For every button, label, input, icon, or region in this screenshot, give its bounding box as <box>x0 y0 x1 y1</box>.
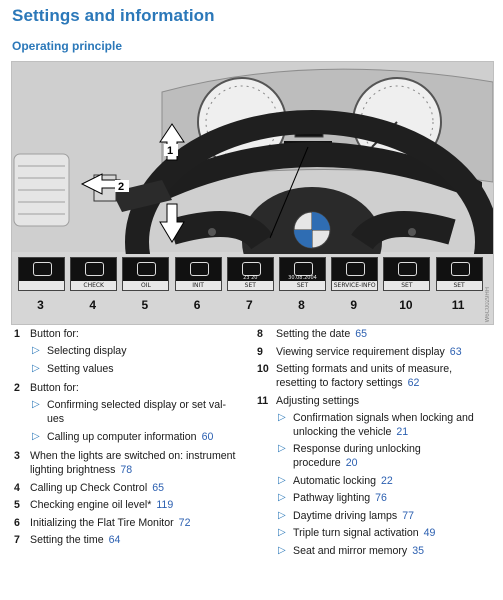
display-icon <box>137 262 156 276</box>
page-reference-link[interactable]: 62 <box>407 377 420 389</box>
display-value: 23 20 <box>243 275 258 281</box>
sub-item-text: Pathway lighting 76 <box>293 492 387 504</box>
sub-item-text: Seat and mirror memory 35 <box>293 544 425 557</box>
page-reference-link[interactable]: 63 <box>449 345 462 358</box>
display-screen-5 <box>122 257 169 291</box>
item-text: Viewing service requirement display 63 <box>276 345 462 358</box>
sub-item-text: Triple turn signal activation 49 <box>293 527 436 539</box>
display-screen-8 <box>279 257 326 291</box>
item-number: 9 <box>257 345 263 358</box>
sub-item-text: Calling up computer information 60 <box>47 430 214 443</box>
page-reference-link[interactable]: 76 <box>375 492 387 504</box>
page-reference-link[interactable]: 49 <box>423 527 436 539</box>
display-label: SET <box>384 281 429 290</box>
display-icon <box>33 262 52 276</box>
page-reference-link[interactable]: 64 <box>108 534 121 546</box>
display-screen-7 <box>227 257 274 291</box>
air-vent <box>14 154 69 226</box>
page-reference-link[interactable]: 65 <box>355 328 368 340</box>
display-label: INIT <box>176 281 221 290</box>
display-label: SET <box>437 281 482 290</box>
triangle-bullet-icon: ▷ <box>278 474 286 486</box>
item-text: Initializing the Flat Tire Monitor 72 <box>30 516 191 529</box>
callout-6: 6 <box>193 298 201 312</box>
page-reference-link[interactable]: 21 <box>396 425 409 438</box>
page-reference-link[interactable]: 60 <box>201 430 214 443</box>
display-label <box>19 281 64 290</box>
triangle-bullet-icon: ▷ <box>32 362 40 374</box>
item-text: Checking engine oil level* 119 <box>30 499 174 511</box>
triangle-bullet-icon: ▷ <box>278 527 286 538</box>
item-number: 8 <box>257 328 263 340</box>
callout-1: 1 <box>167 145 174 157</box>
display-label: CHECK <box>71 281 116 290</box>
callout-9: 9 <box>350 298 358 312</box>
display-label: SET <box>280 281 325 290</box>
triangle-bullet-icon: ▷ <box>278 443 286 454</box>
item-text: Setting the time 64 <box>30 534 121 546</box>
page-reference-link[interactable]: 20 <box>345 457 358 469</box>
sub-item-text: Daytime driving lamps 77 <box>293 509 415 522</box>
item-text: Adjusting settings <box>276 394 360 407</box>
display-value: 30.08.2004 <box>288 275 317 281</box>
page-reference-link[interactable]: 72 <box>178 516 191 529</box>
display-label: SERVICE-INFO <box>333 282 376 289</box>
callout-4: 4 <box>89 298 97 312</box>
dashboard-illustration <box>11 61 494 325</box>
sub-item-text: Confirmation signals when locking and unlocking the vehicle 21 <box>293 411 474 438</box>
page-reference-link[interactable]: 35 <box>412 544 425 557</box>
triangle-bullet-icon: ▷ <box>278 492 286 503</box>
display-icon <box>190 262 209 276</box>
page-reference-link[interactable]: 78 <box>120 464 133 476</box>
display-screen-4 <box>70 257 117 291</box>
display-icon <box>346 262 365 276</box>
right-list <box>257 327 497 597</box>
display-label: SET <box>228 281 273 290</box>
display-icon <box>242 262 261 276</box>
triangle-bullet-icon: ▷ <box>32 430 40 442</box>
callout-7: 7 <box>245 298 253 312</box>
display-icon <box>451 262 470 276</box>
sub-item-text: Selecting display <box>47 345 127 357</box>
item-number: 10 <box>257 363 269 375</box>
item-text: Button for: <box>30 328 79 340</box>
display-screen-6 <box>175 257 222 291</box>
callout-3: 3 <box>37 298 44 312</box>
page-title: Settings and information <box>12 6 215 25</box>
sub-item-text: Setting values <box>47 362 114 375</box>
figure-code: W6C0029HH <box>485 287 491 323</box>
item-number: 11 <box>257 394 269 407</box>
sub-item-text: Confirming selected display or set val- ues <box>47 399 226 425</box>
display-screen-11 <box>436 257 483 291</box>
triangle-bullet-icon: ▷ <box>278 509 286 521</box>
triangle-bullet-icon: ▷ <box>278 411 286 423</box>
triangle-bullet-icon: ▷ <box>32 345 40 356</box>
item-number: 7 <box>14 534 20 546</box>
item-text: Setting the date 65 <box>276 328 368 340</box>
item-number: 6 <box>14 516 20 529</box>
page-reference-link[interactable]: 77 <box>402 509 415 522</box>
display-screens <box>18 257 488 321</box>
item-number: 5 <box>14 499 20 511</box>
item-number: 1 <box>14 328 20 340</box>
display-screen-9 <box>331 257 378 291</box>
sub-item-text: Automatic locking 22 <box>293 474 393 487</box>
display-icon <box>85 262 104 276</box>
display-screen-10 <box>383 257 430 291</box>
left-list <box>14 327 254 597</box>
callout-10: 10 <box>399 298 413 312</box>
item-number: 2 <box>14 382 20 394</box>
item-text: When the lights are switched on: instrument lighting brightness 78 <box>30 450 236 476</box>
display-screen-3 <box>18 257 65 291</box>
display-icon <box>398 262 417 276</box>
item-number: 4 <box>14 481 20 494</box>
callout-5: 5 <box>141 298 149 312</box>
callout-11: 11 <box>451 298 465 312</box>
callout-2: 2 <box>118 181 125 193</box>
sub-item-text: Response during unlocking procedure 20 <box>293 443 421 469</box>
item-text: Calling up Check Control 65 <box>30 481 164 494</box>
item-text: Button for: <box>30 382 79 394</box>
display-icon <box>294 262 313 276</box>
item-number: 3 <box>14 450 20 462</box>
triangle-bullet-icon: ▷ <box>278 544 286 556</box>
callout-8: 8 <box>298 298 305 312</box>
display-label: OIL <box>123 281 168 290</box>
page-reference-link[interactable]: 119 <box>156 499 174 511</box>
page-reference-link[interactable]: 22 <box>381 474 393 487</box>
page-reference-link[interactable]: 65 <box>152 481 164 494</box>
item-text: Setting formats and units of measure, resetting to factory settings 62 <box>276 363 453 389</box>
triangle-bullet-icon: ▷ <box>32 399 40 410</box>
section-subtitle: Operating principle <box>12 39 123 53</box>
